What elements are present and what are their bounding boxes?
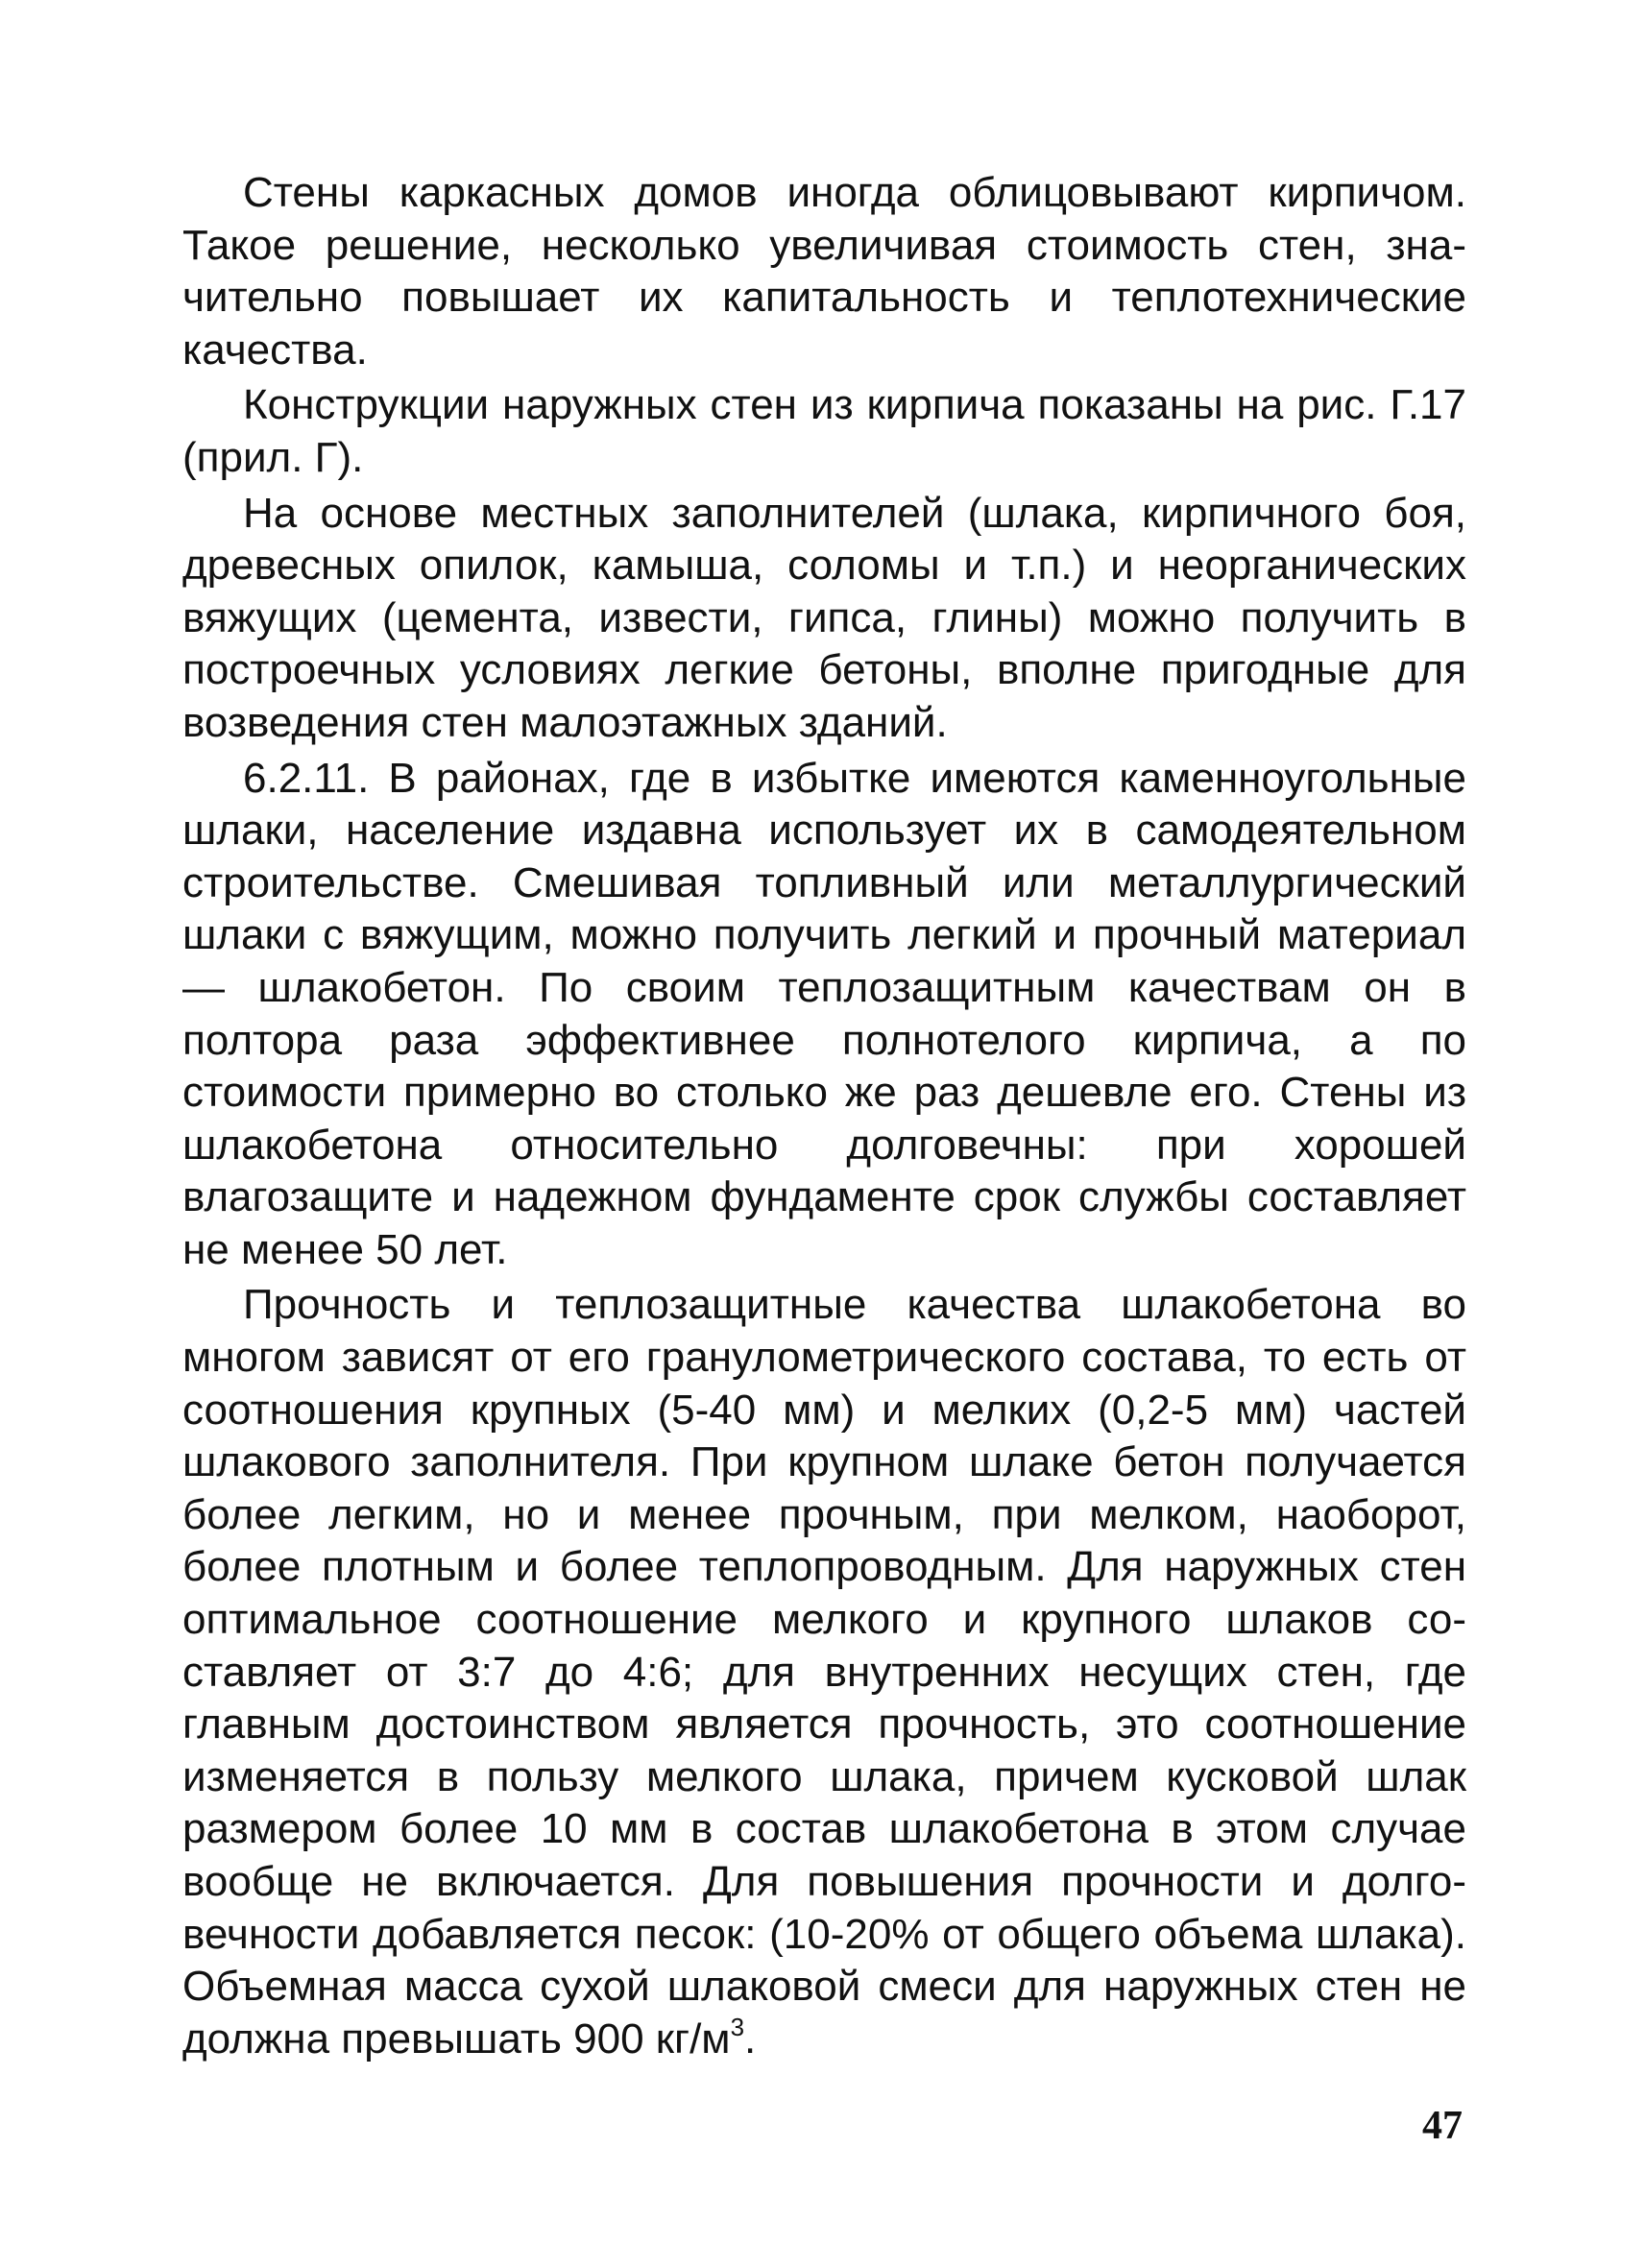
paragraph-brick-wall-figure-reference: Конструкции наружных стен из кирпича показаны на рис. Г.17 (прил. Г). (182, 381, 1466, 481)
paragraph-slag-concrete-strength (182, 1279, 1466, 2065)
paragraph-frame-walls-brick: Стены каркасных домов иногда облицовывают кирпичом. Такое решение, несколько увеличивая стоимость стен, значительно повышает их капитальность и теплотехнические качества. (182, 169, 1466, 374)
body-text (182, 167, 1466, 2065)
paragraph-lightweight-concrete: На основе местных заполнителей (шлака, кирпичного боя, древесных опилок, камыша, соломы и т.п.) и неорганических вяжущих (цемента, извести, гипса, глины) можно получить в построечных условиях легкие бетоны, вполне пригодные для возведения стен малоэтажных зданий. (182, 489, 1466, 746)
paragraph-end-period: . (744, 2015, 757, 2063)
paragraph-slag-concrete-strength-text: Прочность и теплозащитные качества шлакобетона во многом зависят от его гранулометрического состава, то есть от соотношения крупных (5-40 мм) и мелких (0,2-5 мм) частей шлакового заполнителя. При крупном шлаке бетон получается более легким, но и менее прочным, при мелком, наоборот, более плотным и более теплопроводным. Для наружных стен оптимальное соотношение мелкого и крупного шлаков составляет от 3:7 до 4:6; для внутренних несущих стен, где главным достоинством является прочность, это соотношение изменяется в пользу мелкого шлака, причем кусковой шлак размером более 10 мм в состав шлакобетона в этом случае вообще не включается. Для повышения прочности и долговечности добавляется песок: (10-20% от общего объема шлака). Объемная масса сухой шлаковой смеси для наружных стен не должна превышать 900 кг/м (182, 1281, 1466, 2063)
paragraph-section-6-2-11: 6.2.11. В районах, где в избытке имеются каменноугольные шлаки, население издавна использует их в самодеятельном строительстве. Смешивая топливный или металлургический шлаки с вяжущим, можно получить легкий и прочный материал — шлакобетон. По своим теплозащитным качествам он в полтора раза эффективнее полнотелого кирпича, а по стоимости примерно во столько же раз дешевле его. Стены из шлакобетона относительно долговечны: при хорошей влагозащите и надежном фундаменте срок службы составляет не менее 50 лет. (182, 754, 1466, 1273)
cubic-superscript: 3 (730, 2012, 745, 2041)
page-number: 47 (1422, 2104, 1463, 2148)
